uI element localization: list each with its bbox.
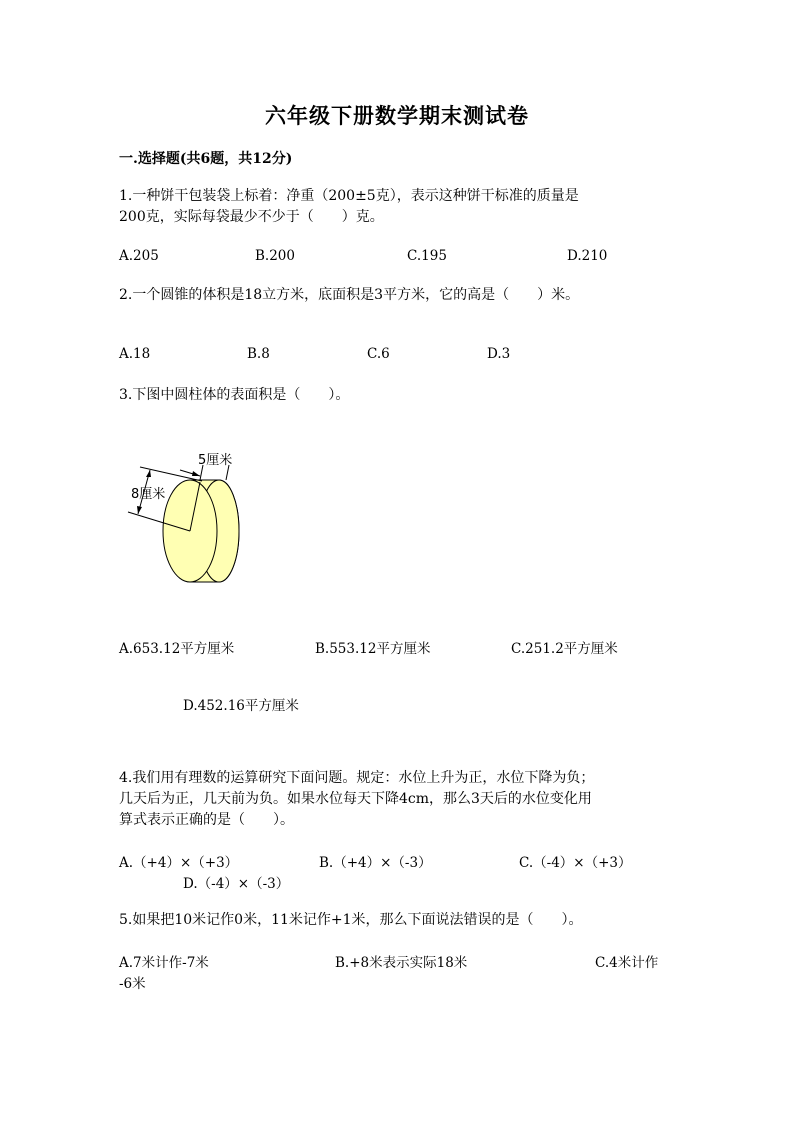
- question-3-option-c[interactable]: C.251.2平方厘米: [511, 641, 618, 657]
- question-3-option-b[interactable]: B.553.12平方厘米: [315, 641, 431, 657]
- question-5-line-1: 5.如果把10米记作0米，11米记作+1米，那么下面说法错误的是（ ）。: [119, 912, 583, 928]
- question-4-option-b[interactable]: B.（+4）×（-3）: [319, 855, 432, 871]
- question-4-line-3: 算式表示正确的是（ ）。: [119, 812, 294, 828]
- question-4-option-c[interactable]: C.（-4）×（+3）: [519, 855, 632, 871]
- question-1-option-d[interactable]: D.210: [567, 248, 608, 264]
- question-1-option-a[interactable]: A.205: [119, 248, 159, 264]
- question-1-line-1: 1.一种饼干包装袋上标着：净重（200±5克），表示这种饼干标准的质量是: [119, 188, 579, 204]
- question-2-option-a[interactable]: A.18: [119, 346, 151, 362]
- question-4-option-a[interactable]: A.（+4）×（+3）: [119, 855, 239, 871]
- section-heading: 一.选择题(共6题，共12分): [119, 151, 293, 167]
- question-5-option-c[interactable]: C.4米计作: [595, 955, 659, 971]
- radius-label: 8厘米: [131, 487, 166, 502]
- radius-arrow-head-top: [146, 470, 151, 477]
- question-3-line-1: 3.下图中圆柱体的表面积是（ ）。: [119, 387, 350, 403]
- question-3-option-a[interactable]: A.653.12平方厘米: [119, 641, 235, 657]
- radius-arrow-head-bottom: [137, 506, 142, 514]
- question-2-option-d[interactable]: D.3: [487, 346, 511, 362]
- width-arrow-head: [192, 471, 200, 476]
- question-4-line-1: 4.我们用有理数的运算研究下面问题。规定：水位上升为正，水位下降为负；: [119, 770, 595, 786]
- question-5-option-b[interactable]: B.+8米表示实际18米: [335, 955, 468, 971]
- question-2-option-c[interactable]: C.6: [367, 346, 390, 362]
- question-5-option-c-continued: -6米: [119, 976, 146, 992]
- question-4-line-2: 几天后为正，几天前为负。如果水位每天下降4cm，那么3天后的水位变化用: [119, 791, 592, 807]
- question-2-line-1: 2.一个圆锥的体积是18立方米，底面积是3平方米，它的高是（ ）米。: [119, 287, 580, 303]
- question-1-option-b[interactable]: B.200: [255, 248, 295, 264]
- question-3-option-d[interactable]: D.452.16平方厘米: [183, 698, 299, 714]
- question-5-option-a[interactable]: A.7米计作-7米: [119, 955, 209, 971]
- question-1-option-c[interactable]: C.195: [407, 248, 447, 264]
- width-label: 5厘米: [198, 453, 233, 468]
- question-4-option-d[interactable]: D.（-4）×（-3）: [183, 876, 290, 892]
- page-title: 六年级下册数学期末测试卷: [265, 103, 529, 128]
- question-2-option-b[interactable]: B.8: [247, 346, 270, 362]
- cylinder-figure: [120, 440, 260, 600]
- question-1-line-2: 200克，实际每袋最少不少于（ ）克。: [119, 209, 384, 225]
